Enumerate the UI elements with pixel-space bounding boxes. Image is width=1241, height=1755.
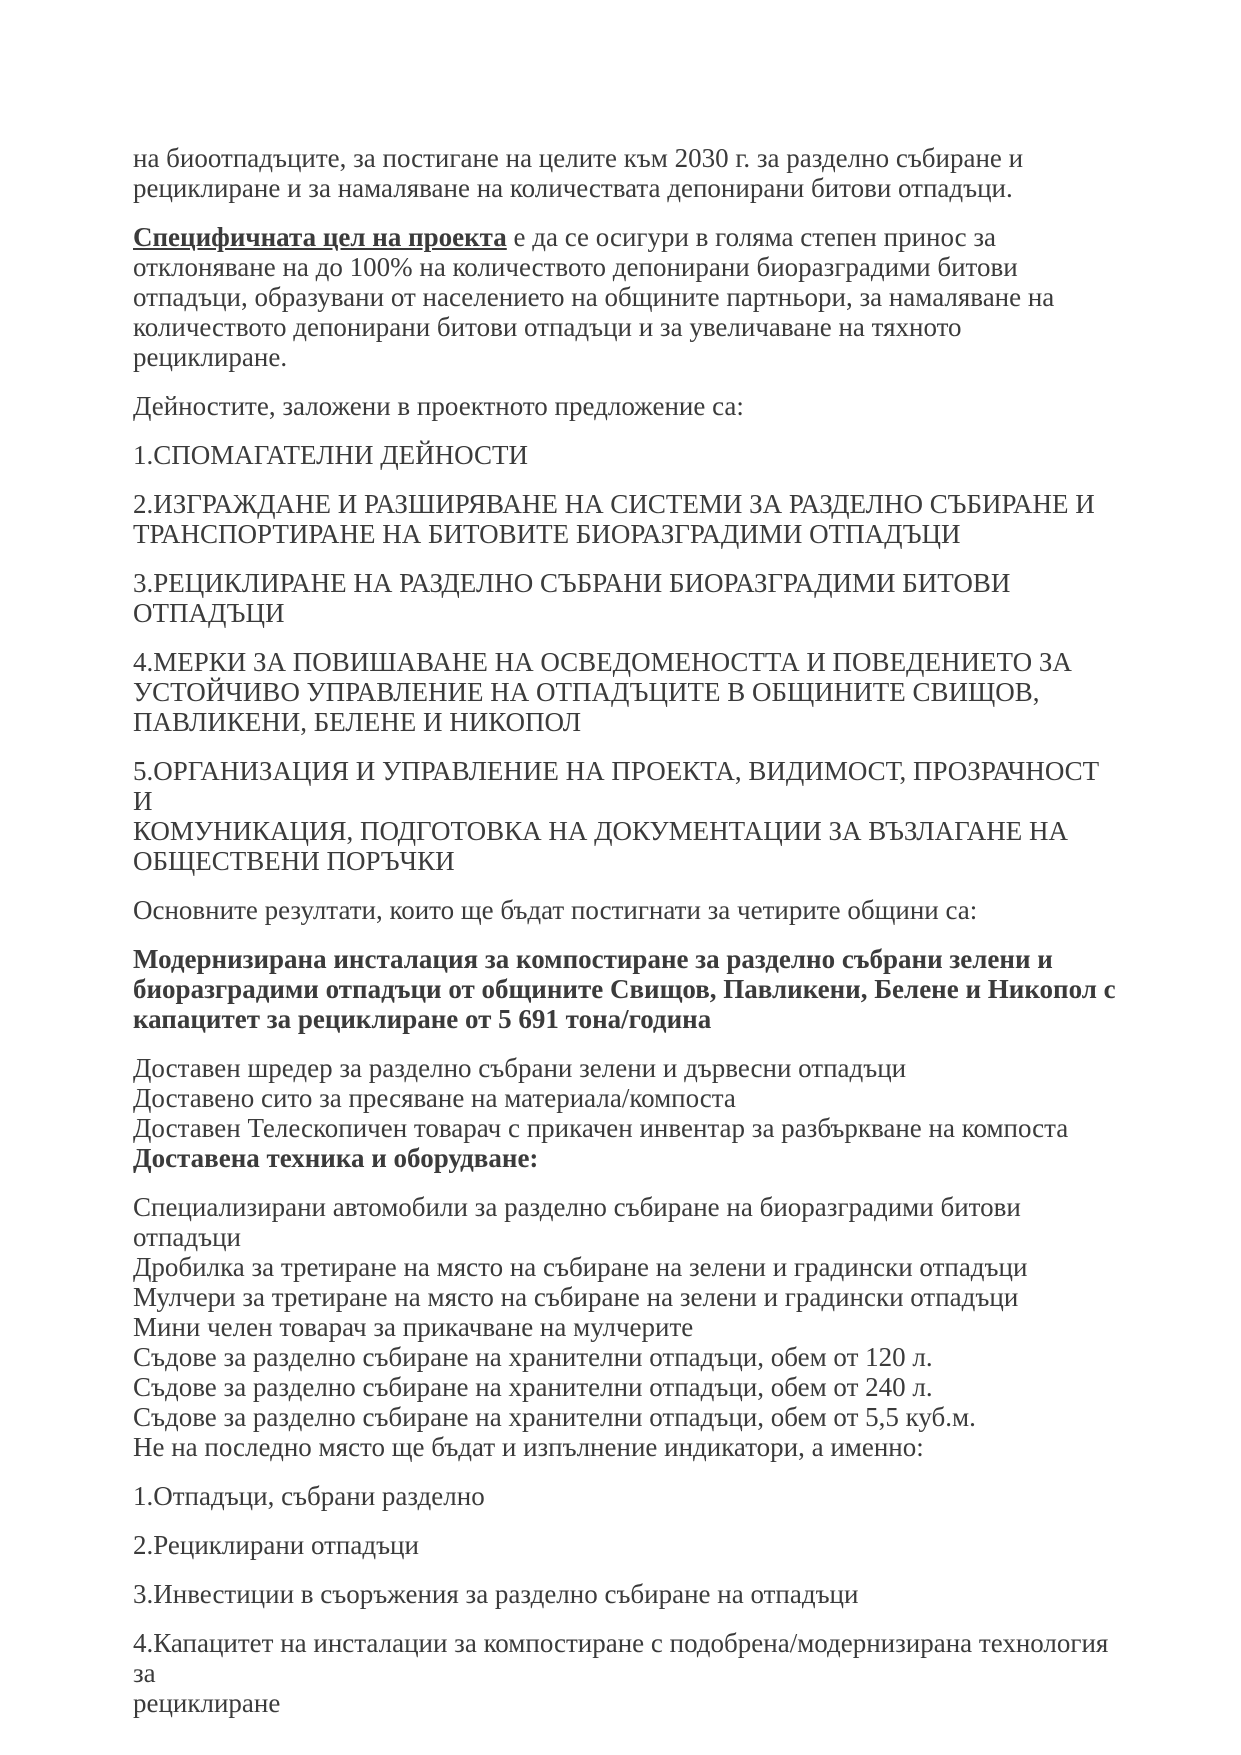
indicator-4-line: 4.Капацитет на инсталации за компостиране с подобрена/модернизирана технология за xyxy=(133,1628,1109,1688)
specific-goal-paragraph xyxy=(133,222,1117,372)
results-intro: Основните резултати, които ще бъдат постигнати за четирите общини са: xyxy=(133,895,978,925)
activity-2-line: ТРАНСПОРТИРАНЕ НА БИТОВИТЕ БИОРАЗГРАДИМИ ОТПАДЪЦИ xyxy=(133,519,961,549)
equipment-item: Съдове за разделно събиране на хранителни отпадъци, обем от 240 л. xyxy=(133,1372,933,1402)
delivered-item: Доставено сито за пресяване на материала/компоста xyxy=(133,1083,736,1113)
activity-5-line: ОБЩЕСТВЕНИ ПОРЪЧКИ xyxy=(133,846,455,876)
activity-5-line: 5.ОРГАНИЗАЦИЯ И УПРАВЛЕНИЕ НА ПРОЕКТА, ВИДИМОСТ, ПРОЗРАЧНОСТ И xyxy=(133,756,1100,816)
main-result-paragraph: Модернизирана инсталация за компостиране за разделно събрани зелени и биоразградими отпадъци от общините Свищов, Павликени, Белене и Никопол с капацитет за рециклиране от 5 691 тона/година xyxy=(133,944,1116,1034)
indicator-1: 1.Отпадъци, събрани разделно xyxy=(133,1481,485,1511)
equipment-item: Съдове за разделно събиране на хранителни отпадъци, обем от 5,5 куб.м. xyxy=(133,1402,976,1432)
continuation-paragraph: на биоотпадъците, за постигане на целите към 2030 г. за разделно събиране и рециклиране и за намаляване на количествата депонирани битови отпадъци. xyxy=(133,143,1024,203)
specific-goal-heading: Специфичната цел на проекта xyxy=(133,222,507,252)
equipment-item: Дробилка за третиране на място на събиране на зелени и градински отпадъци xyxy=(133,1252,1028,1282)
delivered-items xyxy=(133,1053,1117,1173)
activity-4-line: 4.МЕРКИ ЗА ПОВИШАВАНЕ НА ОСВЕДОМЕНОСТТА И ПОВЕДЕНИЕТО ЗА xyxy=(133,647,1072,677)
equipment-list xyxy=(133,1192,1117,1462)
activity-5 xyxy=(133,756,1117,876)
delivered-item: Доставен Телескопичен товарач с прикачен инвентар за разбъркване на компоста xyxy=(133,1113,1069,1143)
specific-goal-text: е да се осигури в голяма степен принос за отклоняване на до 100% на количеството депонирани биоразградими битови отпадъци, образувани от населението на общините партньори, за намаляване на количеството депонирани битови отпадъци и за увеличаване на тяхното рециклиране. xyxy=(133,222,1055,372)
activity-1: 1.СПОМАГАТЕЛНИ ДЕЙНОСТИ xyxy=(133,440,528,470)
activity-4-line: УСТОЙЧИВО УПРАВЛЕНИЕ НА ОТПАДЪЦИТЕ В ОБЩИНИТЕ СВИЩОВ, xyxy=(133,677,1040,707)
delivered-equipment-heading: Доставена техника и оборудване: xyxy=(133,1143,539,1173)
indicators-intro: Не на последно място ще бъдат и изпълнение индикатори, а именно: xyxy=(133,1432,924,1462)
activity-3-line: ОТПАДЪЦИ xyxy=(133,598,285,628)
indicator-4 xyxy=(133,1628,1117,1718)
indicator-4-line: рециклиране xyxy=(133,1688,281,1718)
activity-3-line: 3.РЕЦИКЛИРАНЕ НА РАЗДЕЛНО СЪБРАНИ БИОРАЗГРАДИМИ БИТОВИ xyxy=(133,568,1011,598)
delivered-item: Доставен шредер за разделно събрани зелени и дървесни отпадъци xyxy=(133,1053,907,1083)
activity-4 xyxy=(133,647,1117,737)
equipment-item: Специализирани автомобили за разделно събиране на биоразградими битови отпадъци xyxy=(133,1192,1021,1252)
activity-3 xyxy=(133,568,1117,628)
indicator-2: 2.Рециклирани отпадъци xyxy=(133,1530,419,1560)
equipment-item: Мулчери за третиране на място на събиране на зелени и градински отпадъци xyxy=(133,1282,1019,1312)
equipment-item: Мини челен товарач за прикачване на мулчерите xyxy=(133,1312,694,1342)
activity-5-line: КОМУНИКАЦИЯ, ПОДГОТОВКА НА ДОКУМЕНТАЦИИ ЗА ВЪЗЛАГАНЕ НА xyxy=(133,816,1068,846)
activity-4-line: ПАВЛИКЕНИ, БЕЛЕНЕ И НИКОПОЛ xyxy=(133,707,582,737)
indicator-3: 3.Инвестиции в съоръжения за разделно събиране на отпадъци xyxy=(133,1579,859,1609)
activity-2-line: 2.ИЗГРАЖДАНЕ И РАЗШИРЯВАНЕ НА СИСТЕМИ ЗА РАЗДЕЛНО СЪБИРАНЕ И xyxy=(133,489,1095,519)
activities-intro: Дейностите, заложени в проектното предложение са: xyxy=(133,391,744,421)
activity-2 xyxy=(133,489,1117,549)
equipment-item: Съдове за разделно събиране на хранителни отпадъци, обем от 120 л. xyxy=(133,1342,933,1372)
